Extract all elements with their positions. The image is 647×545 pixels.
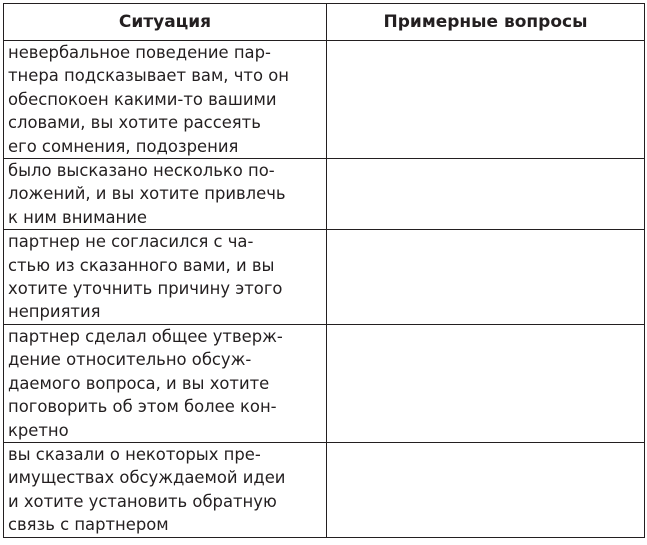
situation-line: обеспокоен какими-то вашими (8, 89, 277, 109)
situation-line: неприятия (8, 302, 101, 322)
situation-cell (4, 41, 327, 159)
table-row (4, 159, 645, 230)
situation-line: стью из сказанного вами, и вы (8, 255, 275, 275)
situation-line: даемого вопроса, и вы хотите (8, 373, 270, 393)
situation-line: партнер сделал общее утверж- (8, 326, 283, 346)
table-row (4, 442, 645, 537)
situation-line: было высказано несколько по- (8, 161, 275, 181)
situation-line: и хотите установить обратную (8, 491, 277, 511)
situations-table (3, 3, 645, 538)
situation-cell (4, 324, 327, 442)
table-row (4, 41, 645, 159)
questions-cell (327, 159, 645, 230)
situation-line: к ним внимание (8, 207, 147, 227)
situation-line: дение относительно обсуж- (8, 350, 252, 370)
questions-cell (327, 324, 645, 442)
table-row (4, 230, 645, 325)
situation-cell (4, 159, 327, 230)
header-questions: Примерные вопросы (327, 4, 645, 41)
situation-line: вы сказали о некоторых пре- (8, 444, 261, 464)
questions-cell (327, 442, 645, 537)
table-row (4, 324, 645, 442)
situation-line: кретно (8, 420, 69, 440)
situation-line: поговорить об этом более кон- (8, 397, 277, 417)
situation-cell (4, 442, 327, 537)
questions-cell (327, 230, 645, 325)
situation-line: словами, вы хотите рассеять (8, 113, 261, 133)
situation-line: связь с партнером (8, 515, 169, 535)
situation-cell (4, 230, 327, 325)
questions-cell (327, 41, 645, 159)
situation-line: его сомнения, подозрения (8, 136, 239, 156)
situation-line: хотите уточнить причину этого (8, 279, 283, 299)
header-row (4, 4, 645, 41)
situation-line: имуществах обсуждаемой идеи (8, 468, 286, 488)
header-situation: Ситуация (4, 4, 327, 41)
situation-line: невербальное поведение пар- (8, 43, 271, 62)
situation-line: тнера подсказывает вам, что он (8, 66, 289, 86)
situation-line: партнер не согласился с ча- (8, 232, 254, 252)
situation-line: ложений, и вы хотите привлечь (8, 184, 286, 204)
